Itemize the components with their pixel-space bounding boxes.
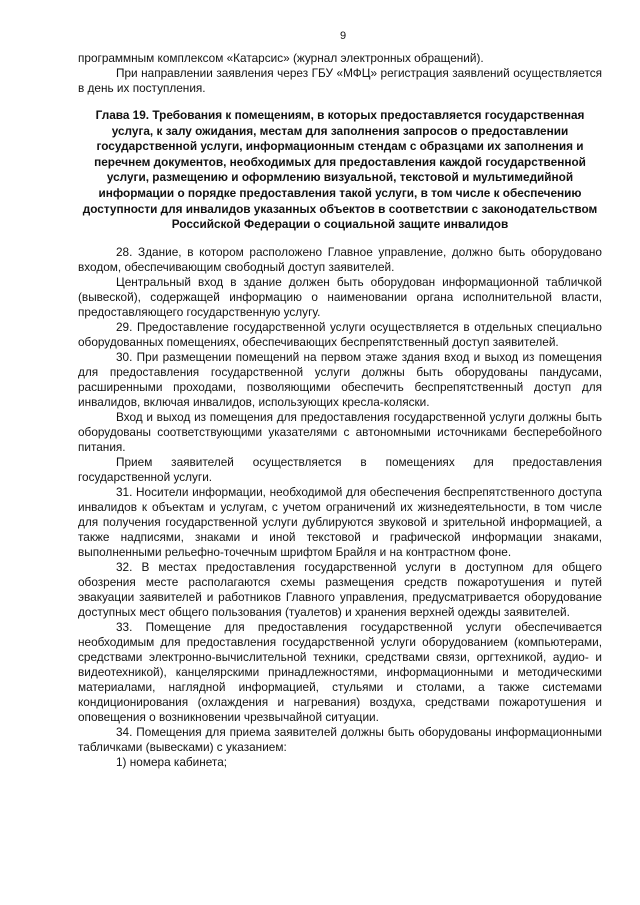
paragraph-reception: Прием заявителей осуществляется в помещениях для предоставления государственной услуги. (78, 454, 602, 484)
paragraph-central-entrance: Центральный вход в здание должен быть оборудован информационной табличкой (вывеской), содержащей информацию о наименовании органа исполнительной власти, предоставляющего государственную услугу. (78, 274, 602, 319)
intro-paragraph-continuation: программным комплексом «Катарсис» (журнал электронных обращений). (78, 51, 484, 65)
paragraph-28: 28. Здание, в котором расположено Главное управление, должно быть оборудовано входом, обеспечивающим свободный доступ заявителей. (78, 244, 602, 274)
paragraph-33: 33. Помещение для предоставления государственной услуги обеспечивается необходимым для предоставления государственной услуги оборудованием (компьютерами, средствами электронно-вычислительной техники, средствами связи, оргтехникой, аудио- и видеотехникой), канцелярскими принадлежностями, информационными и методическими материалами, наглядной информацией, стульями и столами, а также системами кондиционирования (охлаждения и нагревания) воздуха, средствами пожаротушения и оповещения о возникновении чрезвычайной ситуации. (78, 619, 602, 724)
paragraph-30: 30. При размещении помещений на первом этаже здания вход и выход из помещения для предоставления государственной услуги должны быть оборудованы пандусами, расширенными проходами, позволяющими обеспечить беспрепятственный доступ для инвалидов, включая инвалидов, использующих кресла-коляски. (78, 349, 602, 409)
list-item: 1) номера кабинета; (116, 754, 228, 769)
paragraph-entrance-exit: Вход и выход из помещения для предоставления государственной услуги должны быть оборудованы соответствующими указателями с автономными источниками бесперебойного питания. (78, 409, 602, 454)
paragraph-32: 32. В местах предоставления государственной услуги в доступном для общего обозрения месте располагаются схемы размещения средств пожаротушения и путей эвакуации заявителей и работников Главного управления, предусматривается оборудование доступных мест общего пользования (туалетов) и хранения верхней одежды заявителей. (78, 559, 602, 619)
paragraph-29: 29. Предоставление государственной услуги осуществляется в отдельных специально оборудованных помещениях, обеспечивающих беспрепятственный доступ заявителей. (78, 319, 602, 349)
intro-paragraph-mfc: При направлении заявления через ГБУ «МФЦ» регистрация заявлений осуществляется в день их поступления. (78, 66, 602, 95)
chapter-heading: Глава 19. Требования к помещениям, в которых предоставляется государственная услуга, к залу ожидания, местам для заполнения запросов о предоставлении государственной услуги, информационным стендам с образцами их заполнения и перечнем документов, необходимых для предоставления каждой государственной услуги, размещению и оформлению визуальной, текстовой и мультимедийной информации о порядке предоставления такой услуги, в том числе к обеспечению доступности для инвалидов указанных объектов в соответствии с законодательством Российской Федерации о социальной защите инвалидов (82, 108, 598, 232)
paragraph-31: 31. Носители информации, необходимой для обеспечения беспрепятственного доступа инвалидов к объектам и услугам, с учетом ограничений их жизнедеятельности, в том числе для получения государственной услуги дублируются звуковой и зрительной информацией, а также надписями, знаками и иной текстовой и графической информации знаками, выполненными рельефно-точечным шрифтом Брайля и на контрастном фоне. (78, 484, 602, 559)
page-number: 9 (339, 30, 347, 42)
paragraph-34: 34. Помещения для приема заявителей должны быть оборудованы информационными табличками (вывесками) с указанием: (78, 724, 602, 754)
